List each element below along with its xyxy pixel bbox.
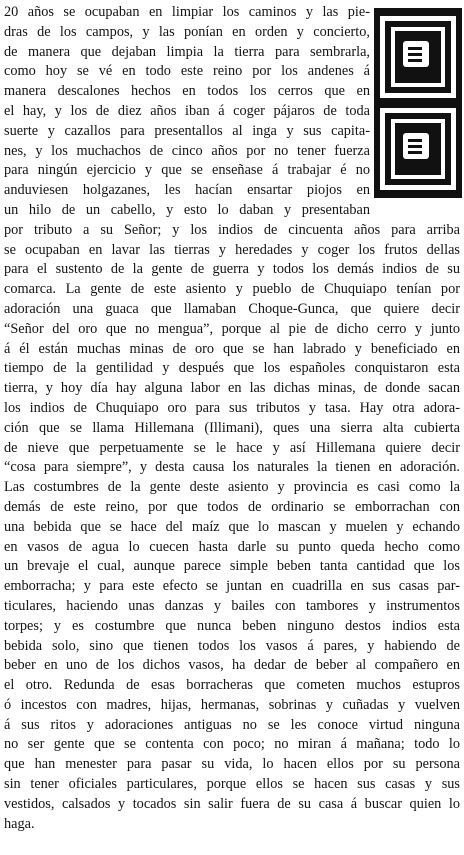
text-line: una bebida que se hace del maíz que lo mascan y muelen y echando xyxy=(4,518,460,535)
text-line: para el sustento de la gente de guerra y todos los demás indios de su xyxy=(4,261,460,278)
text-line: nes, y los muchachos de cinco años por no tener fuerza xyxy=(4,142,370,159)
text-line: un hilo de un cabello, y esto lo daban y presentaban xyxy=(4,201,370,218)
text-line: anduviesen holgazanes, les hacían ensartar piojos en xyxy=(4,182,370,199)
text-line: para ningún ejercicio y que se enseñase á trabajar é no xyxy=(4,162,370,179)
text-line: vestidos, calsados y tocados sin salir fuera de su casa á buscar quien lo xyxy=(4,795,460,812)
text-line: ción que se llama Hillemana (Illimani), ques una sierra alta cubierta xyxy=(4,419,460,436)
text-line: 20 años se ocupaban en limpiar los caminos y las pie- xyxy=(4,4,370,20)
body-text xyxy=(4,3,460,834)
text-line: se ocupaban en lavar las tierras y heredades y coger los frutos dellas xyxy=(4,241,460,258)
text-line: el otro. Redunda de esas borracheras que cometen muchos estupros xyxy=(4,677,460,694)
text-line: torpes; y es costumbre que nunca beben ninguno destos indios esta xyxy=(4,617,460,634)
text-line: no ser gente que se contenta con poco; no miran á mañana; todo lo xyxy=(4,736,460,753)
text-line: por tributo a su Señor; y los indios de cincuenta años para arriba xyxy=(4,221,460,238)
text-line: tiempo de la gentilidad y después que los españoles conquistaron esta xyxy=(4,360,460,377)
text-line: á sus ritos y adoraciones antiguas no se les conoce virtud ninguna xyxy=(4,716,460,733)
text-line: un brevaje el cual, aunque parece simple beben tanta cantidad que los xyxy=(4,558,460,575)
text-line: adoración una guaca que llamaban Choque-Gunca, que quiere decir xyxy=(4,300,460,317)
text-line: los indios de Chuquiapo oro para sus tributos y tasa. Hay otra adora- xyxy=(4,399,460,416)
text-line: comarca. La gente de este asiento y pueblo de Chuquiapo tenían por xyxy=(4,281,460,298)
text-line: en vasos de agua lo cuecen hasta darle su punto queda hecho como xyxy=(4,538,460,555)
text-line: que han menester para pasar su vida, lo hacen ellos por su persona xyxy=(4,756,460,773)
text-line: dras de los campos, y las ponían en orden y concierto, xyxy=(4,23,370,40)
text-line: emborracha; y para este efecto se juntan en cuadrilla en sus casas par- xyxy=(4,578,460,595)
text-line: sin tener oficiales particulares, porque ellos se hacen sus casas y sus xyxy=(4,776,460,793)
text-line: á él están muchas minas de oro que se han labrado y beneficiado en xyxy=(4,340,460,357)
text-line: como hoy se vé en todo este reino por los andenes á xyxy=(4,63,370,80)
text-line: haga. xyxy=(4,815,35,832)
text-line: Las costumbres de la gente deste asiento y provincia es casi como la xyxy=(4,479,460,496)
text-line: “cosa para siempre”, y desta causa los naturales la tienen en adoración. xyxy=(4,459,460,476)
text-line: tierra, y hoy día hay alguna labor en las dichas minas, de donde sacan xyxy=(4,380,460,397)
text-line: demás de este reino, por que todos de ordinario se emborrachan con xyxy=(4,498,460,515)
text-line: beber en uno de los dichos vasos, ha dedar de beber al compañero en xyxy=(4,657,460,674)
text-line: ticulares, haciendo unas danzas y bailes con tambores y instrumentos xyxy=(4,597,460,614)
text-line: manera descalones hechos en todos los cerros que en xyxy=(4,83,370,100)
text-line: de manera que dejaban limpia la tierra para sembrarla, xyxy=(4,43,370,60)
text-line: ó incestos con madres, hijas, hermanas, sobrinas y cuñadas y vuelven xyxy=(4,696,460,713)
text-line: de nieve que perpetuamente se le hace y así Hillemana quiere decir xyxy=(4,439,460,456)
text-line: bebida solo, sino que tienen todos los vasos á pares, y habiendo de xyxy=(4,637,460,654)
text-line: suerte y cazallos para presentallos al inga y sus capita- xyxy=(4,122,370,139)
text-line: “Señor del oro que no mengua”, porque al pie de dicho cerro y junto xyxy=(4,320,460,337)
text-line: el hay, y los de diez años iban á coger pájaros de toda xyxy=(4,102,370,119)
